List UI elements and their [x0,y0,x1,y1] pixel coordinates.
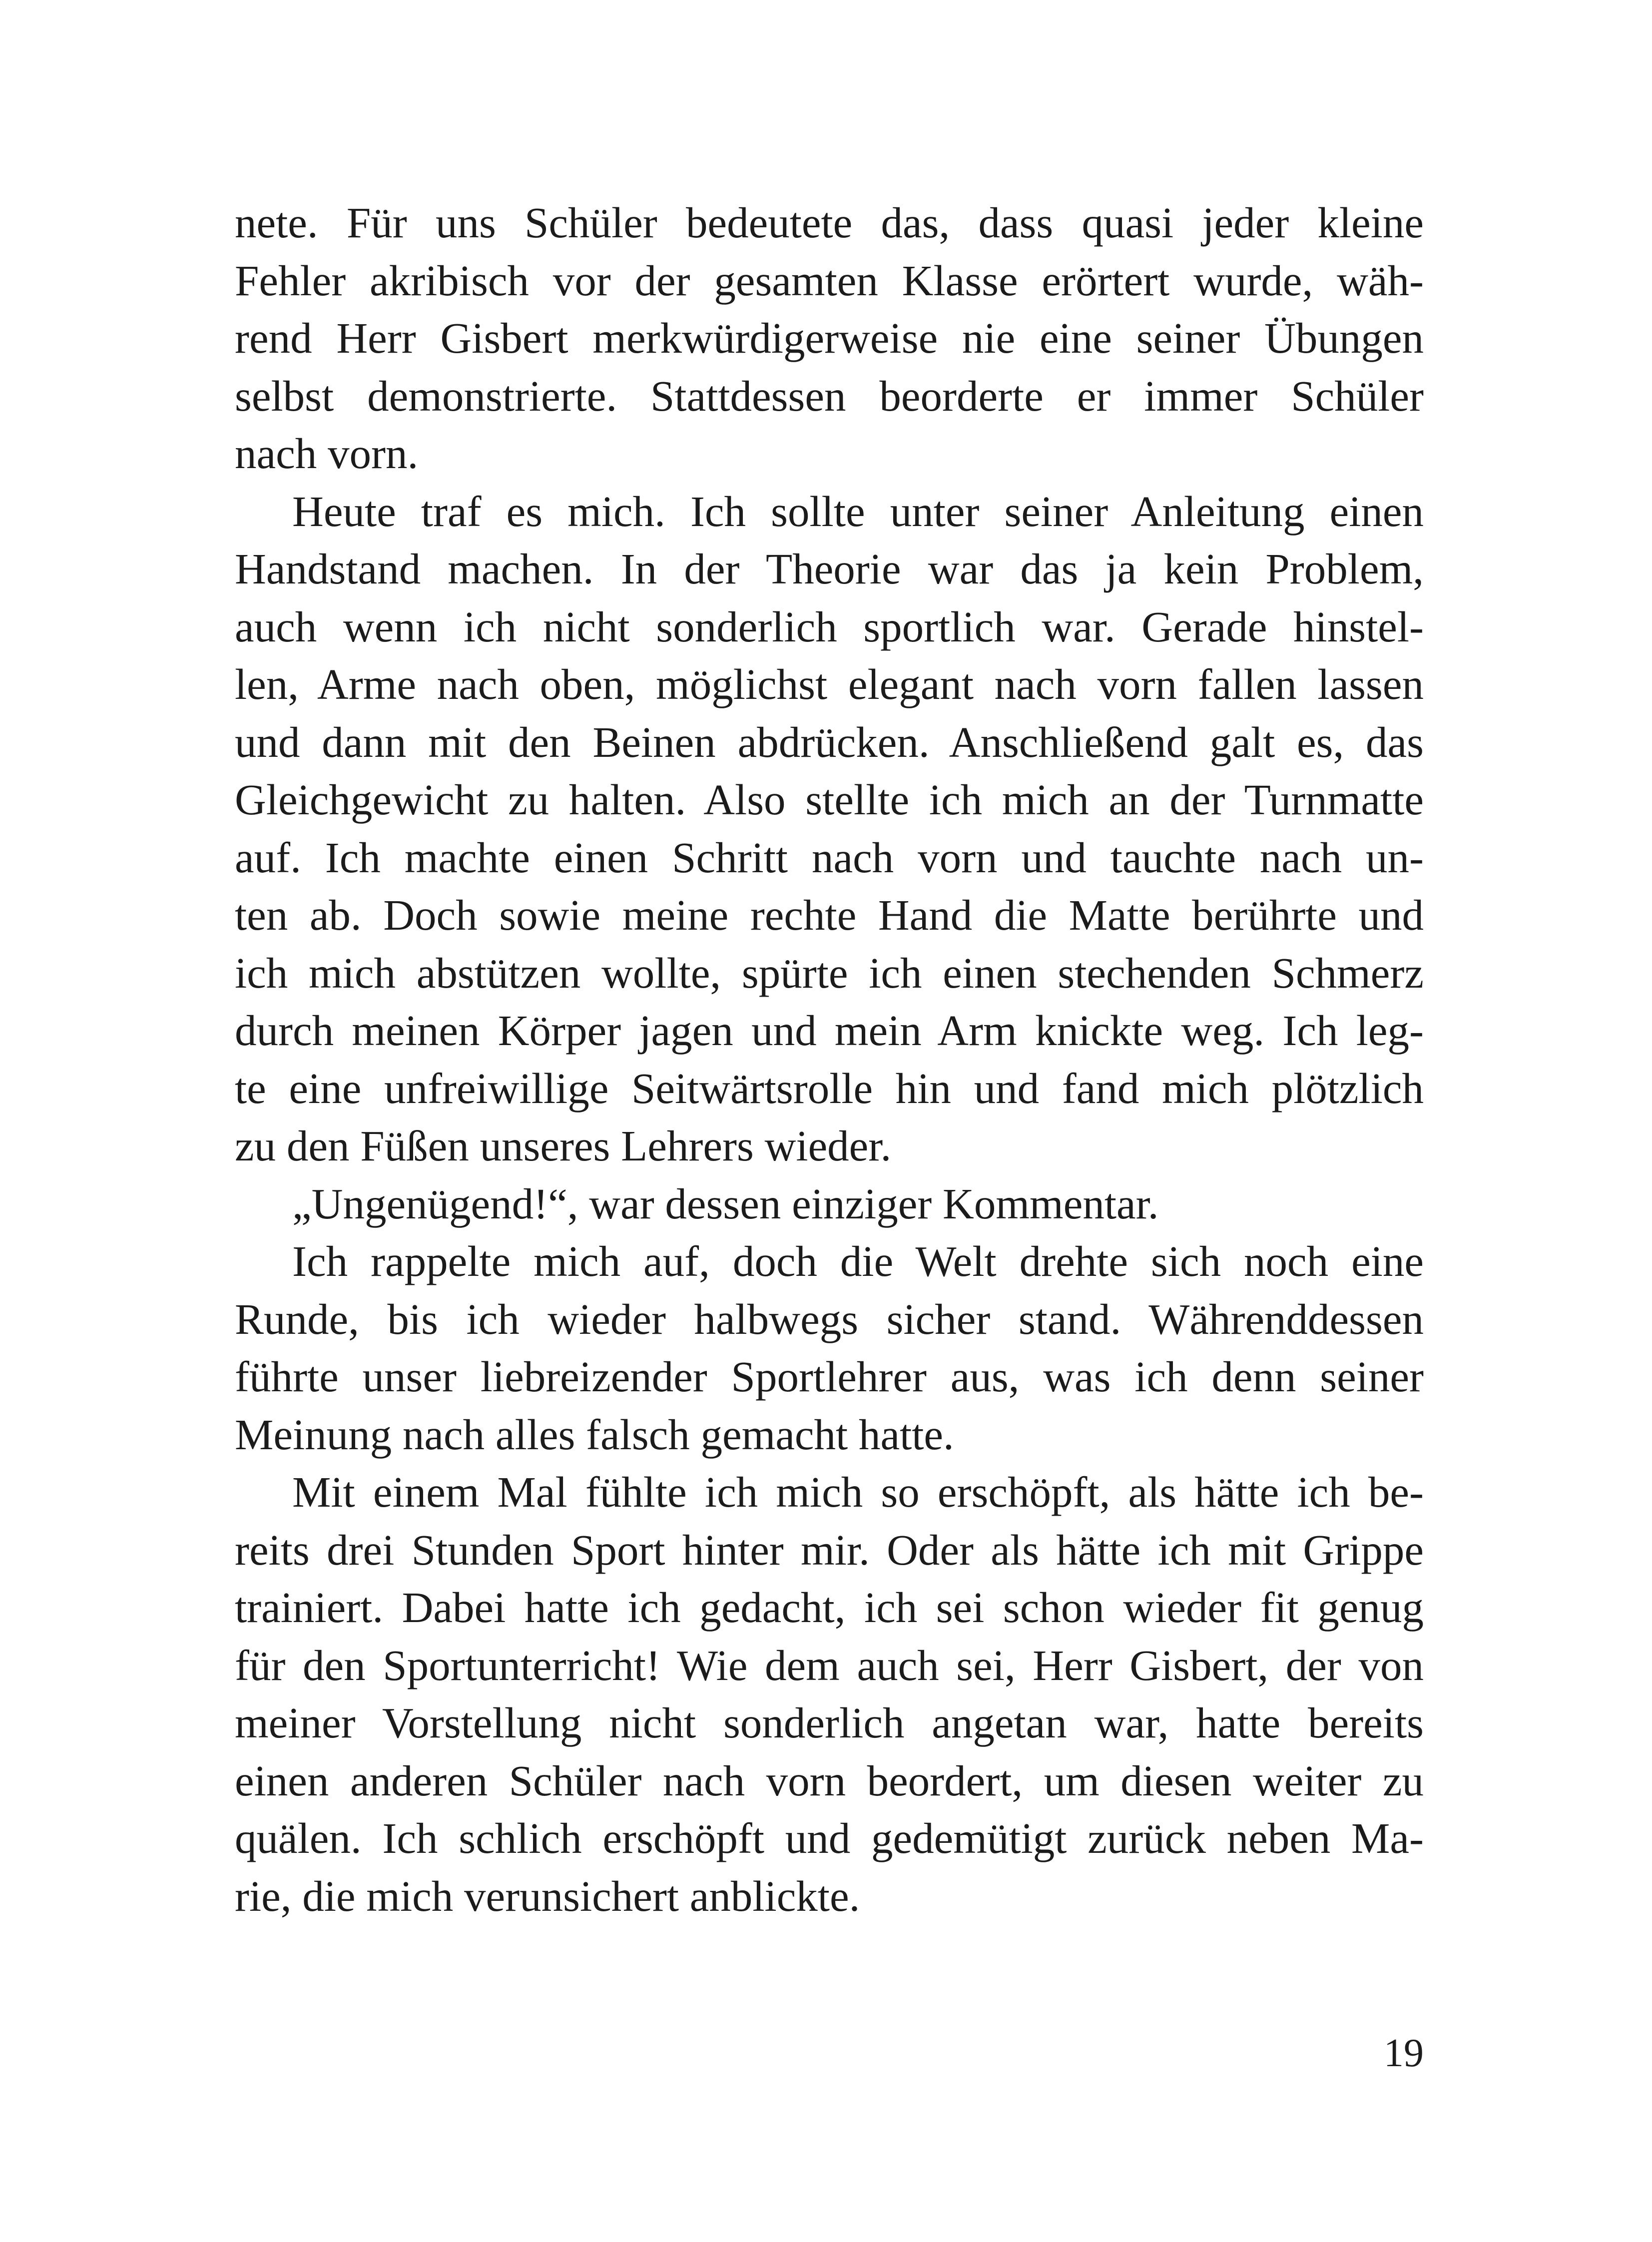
text-line: te eine unfreiwillige Seitwärtsrolle hin und fand mich plötzlich [235,1064,1424,1113]
text-line: ich mich abstützen wollte, spürte ich einen stechenden Schmerz [235,948,1424,997]
text-line: quälen. Ich schlich erschöpft und gedemütigt zurück neben Ma- [235,1814,1424,1862]
text-line: einen anderen Schüler nach vorn beordert, um diesen weiter zu [235,1756,1424,1805]
text-line: und dann mit den Beinen abdrücken. Anschließend galt es, das [235,717,1424,766]
text-line: zu den Füßen unseres Lehrers wieder. [235,1121,892,1170]
text-line: Ich rappelte mich auf, doch die Welt drehte sich noch eine [292,1237,1424,1285]
text-line: Runde, bis ich wieder halbwegs sicher stand. Währenddessen [235,1294,1424,1343]
text-line: Fehler akribisch vor der gesamten Klasse erörtert wurde, wäh- [235,256,1424,305]
text-line: trainiert. Dabei hatte ich gedacht, ich sei schon wieder fit genug [235,1583,1424,1632]
text-line: rend Herr Gisbert merkwürdigerweise nie eine seiner Übungen [235,314,1424,362]
text-line: Meinung nach alles falsch gemacht hatte. [235,1410,954,1459]
text-line: Mit einem Mal fühlte ich mich so erschöpft, als hätte ich be- [292,1468,1424,1516]
page-number: 19 [1384,2031,1424,2075]
text-line: ten ab. Doch sowie meine rechte Hand die Matte berührte und [235,891,1424,939]
text-line: für den Sportunterricht! Wie dem auch sei, Herr Gisbert, der von [235,1641,1424,1689]
text-line: rie, die mich verunsichert anblickte. [235,1871,860,1920]
text-line: meiner Vorstellung nicht sonderlich angetan war, hatte bereits [235,1698,1424,1747]
body-text [235,194,1424,1925]
paragraph [235,1232,1424,1463]
text-line: reits drei Stunden Sport hinter mir. Oder als hätte ich mit Grippe [235,1525,1424,1574]
paragraph [235,483,1424,1175]
text-line: nach vorn. [235,429,419,478]
paragraph [235,194,1424,483]
text-line: nete. Für uns Schüler bedeutete das, dass quasi jeder kleine [235,198,1424,247]
text-line: Gleichgewicht zu halten. Also stellte ich mich an der Turnmatte [235,775,1424,824]
text-line: Heute traf es mich. Ich sollte unter seiner Anleitung einen [292,487,1424,536]
text-line: führte unser liebreizender Sportlehrer aus, was ich denn seiner [235,1352,1424,1401]
paragraph [235,1463,1424,1925]
text-line: len, Arme nach oben, möglichst elegant nach vorn fallen lassen [235,660,1424,708]
paragraph [235,1175,1424,1233]
text-line: „Ungenügend!“, war dessen einziger Kommentar. [292,1179,1159,1228]
text-line: auf. Ich machte einen Schritt nach vorn und tauchte nach un- [235,833,1424,882]
text-line: selbst demonstrierte. Stattdessen beorderte er immer Schüler [235,371,1424,420]
text-line: Handstand machen. In der Theorie war das ja kein Problem, [235,545,1424,593]
text-line: durch meinen Körper jagen und mein Arm knickte weg. Ich leg- [235,1006,1424,1055]
text-line: auch wenn ich nicht sonderlich sportlich war. Gerade hinstel- [235,602,1424,651]
